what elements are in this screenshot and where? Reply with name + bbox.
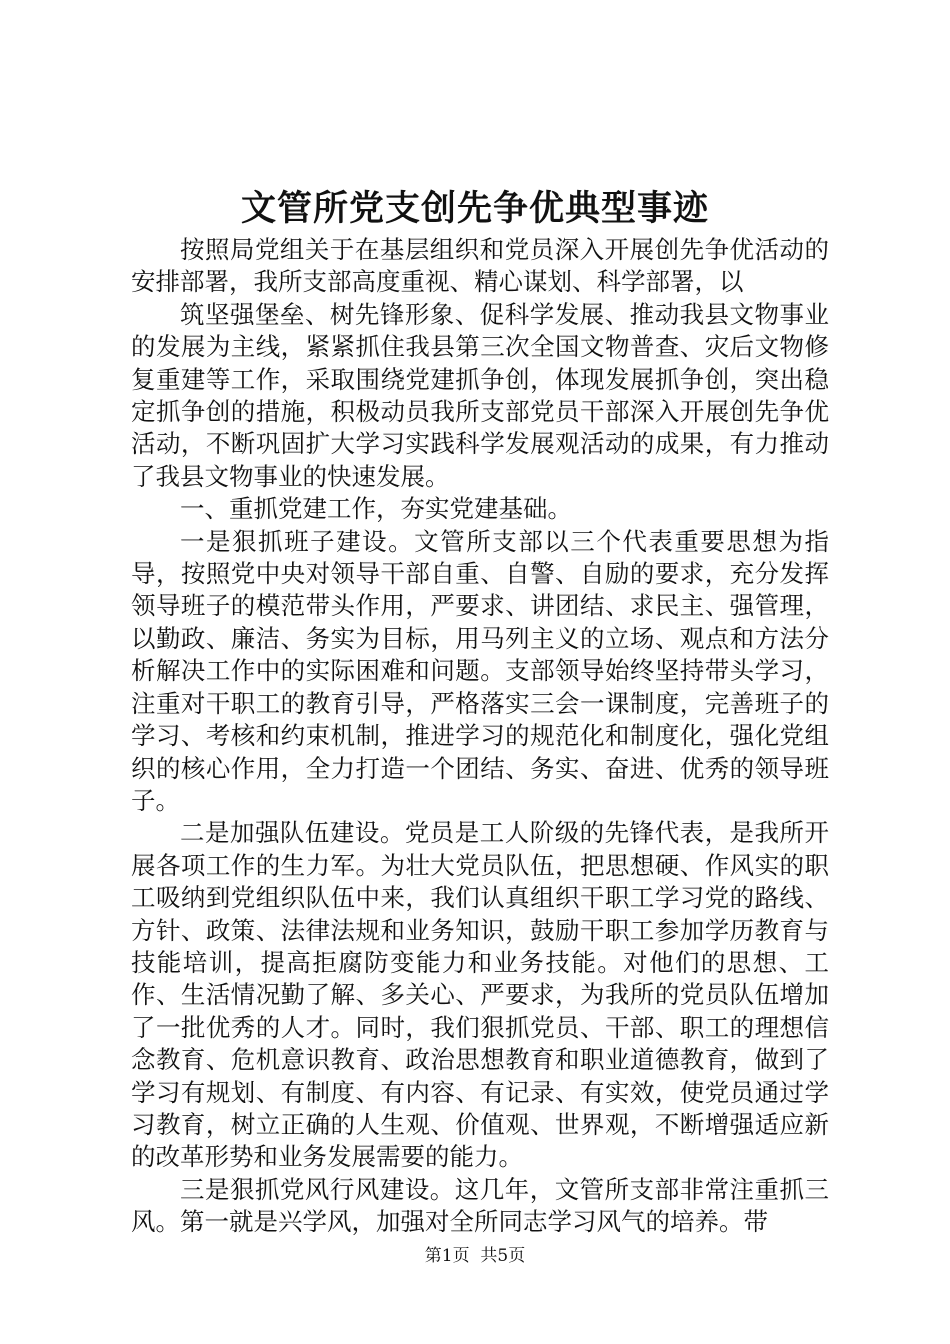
document-title: 文管所党支创先争优典型事迹 (240, 188, 709, 229)
paragraph-main-line: 筑坚强堡垒、树先锋形象、促科学发展、推动我县文物事业的发展为主线，紧紧抓住我县第三次全国文物普查、灾后文物修复重建等工作，采取围绕党建抓争创，体现发展抓争创，突出稳定抓争创的措施，积极动员我所支部党员干部深入开展创先争优活动，不断巩固扩大学习实践科学发展观活动的成果，有力推动了我县文物事业的快速发展。 (131, 299, 829, 491)
paragraph-intro: 按照局党组关于在基层组织和党员深入开展创先争优活动的安排部署，我所支部高度重视、精心谋划、科学部署，以 (131, 235, 829, 297)
document-body (131, 234, 829, 1239)
paragraph-conduct: 三是狠抓党风行风建设。这几年，文管所支部非常注重抓三风。第一就是兴学风，加强对全所同志学习风气的培养。带 (131, 1174, 829, 1237)
page-footer (0, 1244, 950, 1268)
page-number: 第1页 (424, 1246, 470, 1266)
paragraph-team: 二是加强队伍建设。党员是工人阶级的先锋代表，是我所开展各项工作的生力军。为壮大党员队伍，把思想硬、作风实的职工吸纳到党组织队伍中来，我们认真组织干职工学习党的路线、方针、政策、法律法规和业务知识，鼓励干职工参加学历教育与技能培训，提高拒腐防变能力和业务技能。对他们的思想、工作、生活情况勤了解、多关心、严要求，为我所的党员队伍增加了一批优秀的人才。同时，我们狠抓党员、干部、职工的理想信念教育、危机意识教育、政治思想教育和职业道德教育，做到了学习有规划、有制度、有内容、有记录、有实效，使党员通过学习教育，树立正确的人生观、价值观、世界观，不断增强适应新的改革形势和业务发展需要的能力。 (131, 818, 829, 1172)
paragraph-leadership: 一是狠抓班子建设。文管所支部以三个代表重要思想为指导，按照党中央对领导干部自重、自警、自励的要求，充分发挥领导班子的模范带头作用，严要求、讲团结、求民主、强管理，以勤政、廉洁、务实为目标，用马列主义的立场、观点和方法分析解决工作中的实际困难和问题。支部领导始终坚持带头学习，注重对干职工的教育引导，严格落实三会一课制度，完善班子的学习、考核和约束机制，推进学习的规范化和制度化，强化党组织的核心作用，全力打造一个团结、务实、奋进、优秀的领导班子。 (131, 526, 829, 815)
page-total: 共5页 (480, 1246, 526, 1266)
section-heading-1: 一、重抓党建工作，夯实党建基础。 (180, 494, 572, 524)
